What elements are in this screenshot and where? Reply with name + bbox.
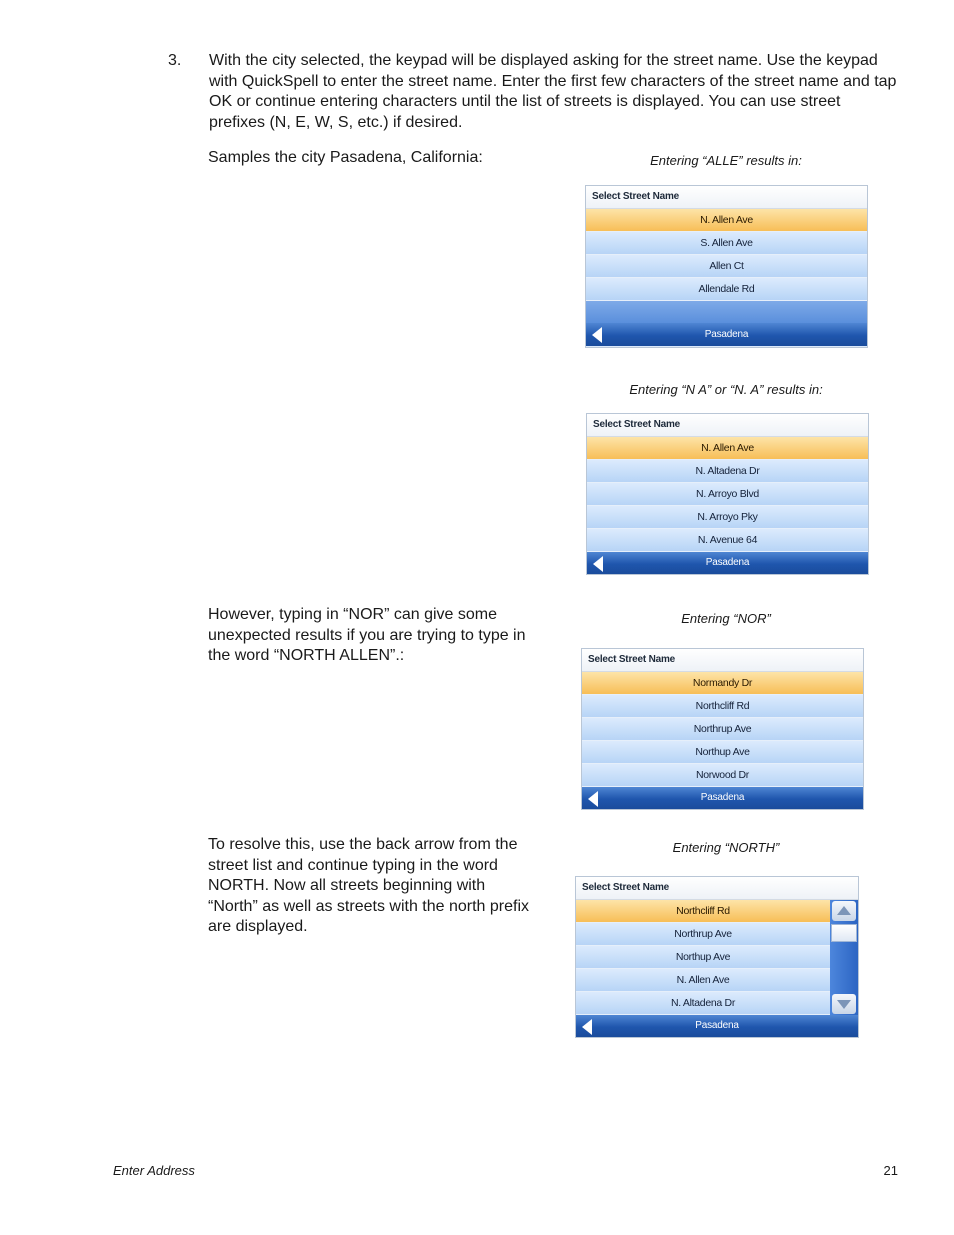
street-list [582, 672, 863, 787]
back-arrow-icon[interactable] [593, 556, 603, 572]
screen-title: Select Street Name [576, 877, 858, 900]
bottom-bar [587, 552, 868, 574]
scroll-up-icon[interactable] [832, 901, 856, 921]
page-number: 21 [883, 1163, 898, 1178]
street-row[interactable]: N. Altadena Dr [576, 992, 830, 1015]
bottom-bar [576, 1015, 858, 1037]
screen-title: Select Street Name [582, 649, 863, 672]
city-name: Pasadena [705, 557, 750, 568]
street-row[interactable]: S. Allen Ave [586, 232, 867, 255]
back-arrow-icon[interactable] [582, 1019, 592, 1035]
back-arrow-icon[interactable] [588, 791, 598, 807]
street-list [587, 437, 868, 552]
scrollbar[interactable] [830, 900, 858, 1015]
street-list-screen [581, 648, 864, 810]
street-row-selected[interactable]: N. Allen Ave [587, 437, 868, 460]
bottom-bar [586, 323, 867, 346]
samples-intro: Samples the city Pasadena, California: [208, 149, 483, 166]
street-row-empty [586, 301, 867, 323]
street-row[interactable]: N. Arroyo Pky [587, 506, 868, 529]
screen-caption: Entering “NORTH” [672, 840, 780, 855]
city-name: Pasadena [700, 792, 745, 803]
back-arrow-icon[interactable] [592, 327, 602, 343]
street-row[interactable]: N. Altadena Dr [587, 460, 868, 483]
street-list [576, 900, 858, 1015]
screen-caption: Entering “NOR” [681, 611, 771, 626]
city-name: Pasadena [704, 329, 749, 340]
street-list-screen [586, 413, 869, 575]
street-row[interactable]: N. Avenue 64 [587, 529, 868, 552]
street-row[interactable]: Northup Ave [582, 741, 863, 764]
street-row[interactable]: Allendale Rd [586, 278, 867, 301]
street-row[interactable]: Norwood Dr [582, 764, 863, 787]
bottom-bar [582, 787, 863, 809]
screen-caption: Entering “N A” or “N. A” results in: [629, 382, 823, 397]
resolve-paragraph: To resolve this, use the back arrow from the street list and continue typing in the word NORTH. Now all streets beginning with “North” as well as streets with the north prefix are displayed. [208, 836, 530, 935]
city-name: Pasadena [695, 1020, 739, 1031]
street-row[interactable]: N. Arroyo Blvd [587, 483, 868, 506]
street-row[interactable]: Northrup Ave [576, 923, 830, 946]
footer-section: Enter Address [113, 1163, 195, 1178]
street-row-selected[interactable]: Northcliff Rd [576, 900, 830, 923]
step-number: 3. [168, 52, 182, 69]
nor-paragraph: However, typing in “NOR” can give some unexpected results if you are trying to type in the word “NORTH ALLEN”.: [208, 606, 526, 664]
screen-title: Select Street Name [587, 414, 868, 437]
street-list [586, 209, 867, 323]
street-row[interactable]: Northcliff Rd [582, 695, 863, 718]
screen-caption: Entering “ALLE” results in: [650, 153, 802, 168]
street-list-screen [585, 185, 868, 348]
step-paragraph: With the city selected, the keypad will be displayed asking for the street name. Use the keypad with QuickSpell to enter the street name. Enter the first few characters of the street name and tap OK or continue entering characters until the list of streets is displayed. You can use street prefixes (N, E, W, S, etc.) if desired. [209, 52, 897, 131]
scroll-thumb[interactable] [831, 924, 857, 942]
street-row-selected[interactable]: N. Allen Ave [586, 209, 867, 232]
street-row-selected[interactable]: Normandy Dr [582, 672, 863, 695]
screen-title: Select Street Name [586, 186, 867, 209]
street-list-screen [575, 876, 859, 1038]
street-row[interactable]: Northup Ave [576, 946, 830, 969]
street-row[interactable]: N. Allen Ave [576, 969, 830, 992]
street-row[interactable]: Northrup Ave [582, 718, 863, 741]
street-row[interactable]: Allen Ct [586, 255, 867, 278]
scroll-down-icon[interactable] [832, 994, 856, 1014]
